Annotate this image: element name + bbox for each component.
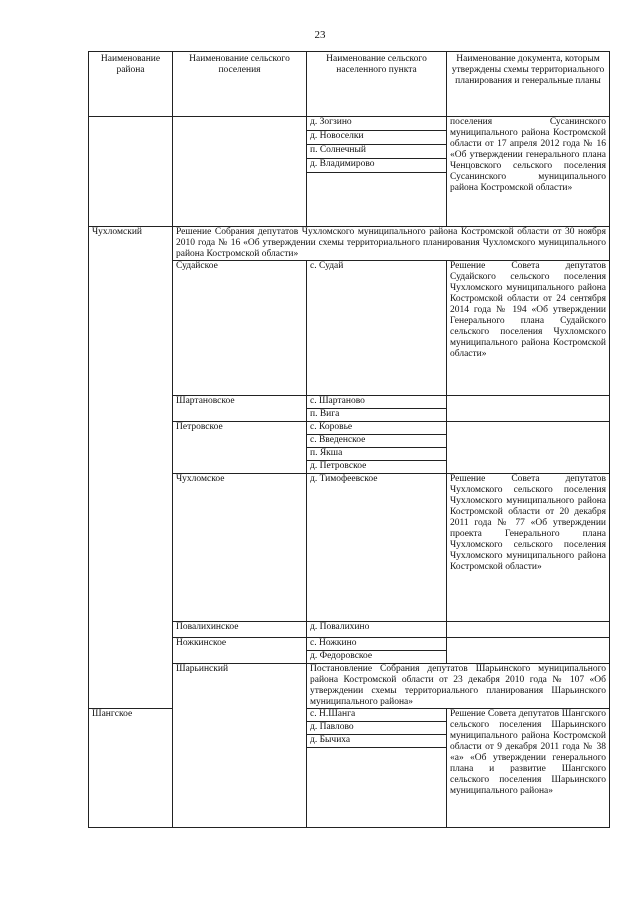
settlement-name: Шангское: [89, 709, 173, 828]
district-document: Постановление Собрания депутатов Шарьинского муниципального района Костромской области от 23 декабря 2010 года № 107 «Об утверждении схемы территориального планирования Шарьинского муниципального района»: [307, 664, 610, 709]
locality-cell: д. Новоселки: [307, 131, 447, 145]
locality-cell: с. Ножкино: [307, 638, 447, 651]
locality-cell: д. Павлово: [307, 722, 447, 735]
settlement-name: Ножкинское: [173, 638, 307, 664]
header-document: Наименование документа, которым утверждены схемы территориального планирования и генеральные планы: [447, 52, 610, 117]
settlement-cell-empty: [173, 117, 307, 227]
district-name: Шарьинский: [173, 664, 307, 828]
district-cell-empty: [89, 117, 173, 227]
locality-cell: с. Н.Шанга: [307, 709, 447, 722]
document-cell: Решение Совета депутатов Шангского сельского поселения Шарьинского муниципального района Костромской области от 9 декабря 2011 года № 38 «а» «Об утверждении генерального плана и развитие Шангского сельского поселения Шарьинского муниципального района»: [447, 709, 610, 828]
settlement-name: Повалихинское: [173, 622, 307, 638]
header-settlement: Наименование сельского поселения: [173, 52, 307, 117]
document-cell-empty: [447, 422, 610, 474]
district-row: [89, 227, 610, 261]
locality-cell: с. Коровье: [307, 422, 447, 435]
header-locality: Наименование сельского населенного пункта: [307, 52, 447, 117]
locality-cell: д. Повалихино: [307, 622, 447, 638]
document-cell-empty: [447, 622, 610, 638]
page-number: 23: [314, 29, 326, 41]
locality-cell: п. Вига: [307, 409, 447, 422]
territorial-planning-table: [88, 51, 610, 828]
locality-cell-empty: [307, 173, 447, 227]
table-row: [89, 117, 610, 131]
locality-cell: д. Владимирово: [307, 159, 447, 173]
district-document: Решение Собрания депутатов Чухломского муниципального района Костромской области от 30 ноября 2010 года № 16 «Об утверждении схемы территориального планирования Чухломского муниципального района Костромской области»: [173, 227, 610, 261]
table-row: [89, 709, 610, 722]
locality-cell: с. Шартаново: [307, 396, 447, 409]
locality-cell: с. Введенское: [307, 435, 447, 448]
locality-cell: д. Зогзино: [307, 117, 447, 131]
locality-cell: д. Федоровское: [307, 651, 447, 664]
document-cell: поселения Сусанинского муниципального района Костромской области от 17 апреля 2012 года № 16 «Об утверждении генерального плана Ченцовского сельского поселения Сусанинского муниципального района Костромской области»: [447, 117, 610, 227]
locality-cell: п. Солнечный: [307, 145, 447, 159]
settlement-name: Петровское: [173, 422, 307, 474]
locality-cell: д. Петровское: [307, 461, 447, 474]
settlement-name: Судайское: [173, 261, 307, 396]
locality-cell: п. Якша: [307, 448, 447, 461]
settlement-name: Чухломское: [173, 474, 307, 622]
document-cell-empty: [447, 638, 610, 664]
settlement-name: Шартановское: [173, 396, 307, 422]
table-header-row: [89, 52, 610, 117]
document-cell: Решение Совета депутатов Судайского сельского поселения Чухломского муниципального района Костромской области от 24 сентября 2014 года № 194 «Об утверждении Генерального плана Судайского сельского поселения Чухломского муниципального района Костромской области»: [447, 261, 610, 396]
locality-cell-empty: [307, 748, 447, 828]
document-cell-empty: [447, 396, 610, 422]
document-cell: Решение Совета депутатов Чухломского сельского поселения Чухломского муниципального района Костромской области от 20 декабря 2011 года № 77 «Об утверждении проекта Генерального плана Чухломского сельского поселения Чухломского муниципального района Костромской области»: [447, 474, 610, 622]
header-district: Наименование района: [89, 52, 173, 117]
district-name: Чухломский: [89, 227, 173, 709]
locality-cell: с. Судай: [307, 261, 447, 396]
locality-cell: д. Бычиха: [307, 735, 447, 748]
locality-cell: д. Тимофеевское: [307, 474, 447, 622]
